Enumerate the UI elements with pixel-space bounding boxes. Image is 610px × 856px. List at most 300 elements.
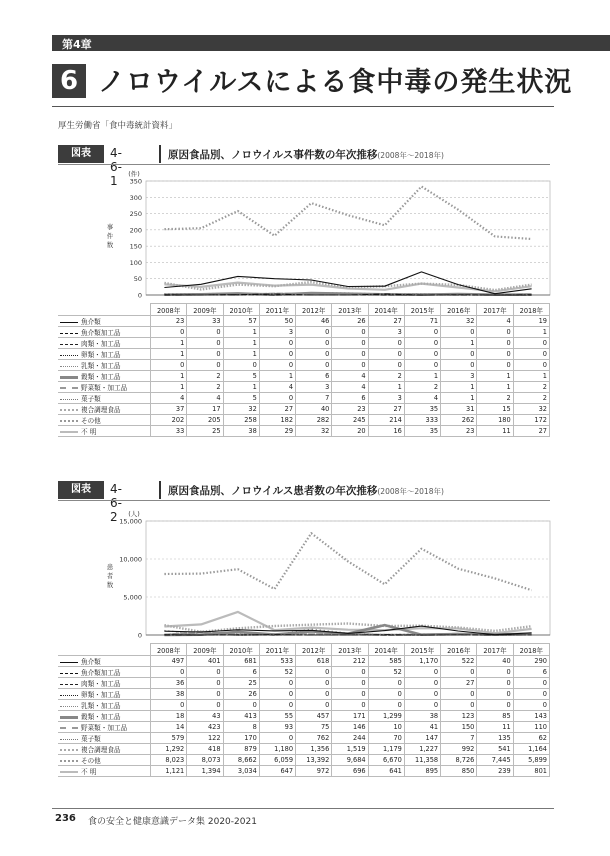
series-label <box>58 393 151 404</box>
table-cell: 0 <box>151 700 187 711</box>
figure-1-tag: 図表 <box>58 145 104 163</box>
table-cell: 40 <box>477 656 513 667</box>
table-cell: 2 <box>187 382 223 393</box>
figure-1-rule <box>58 164 550 165</box>
series-name: 乳類・加工品 <box>81 362 121 370</box>
table-row <box>58 711 550 722</box>
year-header-cell: 2013年 <box>332 304 368 316</box>
series-name: 不 明 <box>81 768 97 776</box>
table-cell: 895 <box>404 766 440 777</box>
table-cell: 1,180 <box>259 744 295 755</box>
table-cell: 457 <box>296 711 332 722</box>
table-cell: 0 <box>332 700 368 711</box>
table-cell: 1,299 <box>368 711 404 722</box>
table-cell: 239 <box>477 766 513 777</box>
chapter-label: 第4章 <box>62 38 92 51</box>
year-header-cell: 2008年 <box>151 304 187 316</box>
table-cell: 85 <box>477 711 513 722</box>
table-cell: 1 <box>477 382 513 393</box>
table-cell: 1 <box>513 327 549 338</box>
figure-2-tag: 図表 <box>58 481 104 499</box>
table-cell: 0 <box>296 360 332 371</box>
series-label <box>58 338 151 349</box>
table-cell: 0 <box>441 689 477 700</box>
table-cell: 31 <box>441 404 477 415</box>
table-row <box>58 327 550 338</box>
table-cell: 46 <box>296 316 332 327</box>
year-header-cell: 2009年 <box>187 304 223 316</box>
table-cell: 4 <box>151 393 187 404</box>
table-cell: 0 <box>187 360 223 371</box>
table-cell: 32 <box>223 404 259 415</box>
table-cell: 0 <box>404 327 440 338</box>
table-cell: 0 <box>296 667 332 678</box>
y-tick-label: 350 <box>129 177 142 186</box>
series-label <box>58 733 151 744</box>
table-cell: 0 <box>296 327 332 338</box>
y-unit-label: (件) <box>128 170 140 178</box>
legend-swatch <box>60 366 78 367</box>
series-name: 穀類・加工品 <box>81 373 121 381</box>
table-cell: 1 <box>151 338 187 349</box>
table-cell: 3 <box>441 371 477 382</box>
series-name: 卵類・加工品 <box>81 351 121 359</box>
table-cell: 62 <box>513 733 549 744</box>
table-cell: 7,445 <box>477 755 513 766</box>
y-tick-label: 15,000 <box>119 517 142 526</box>
table-cell: 38 <box>151 689 187 700</box>
table-cell: 762 <box>296 733 332 744</box>
table-cell: 0 <box>368 338 404 349</box>
table-cell: 23 <box>332 404 368 415</box>
table-cell: 10 <box>368 722 404 733</box>
figure-1-subtitle: (2008年～2018年) <box>377 151 444 160</box>
table-cell: 4 <box>259 382 295 393</box>
table-cell: 1,292 <box>151 744 187 755</box>
table-cell: 6 <box>513 667 549 678</box>
table-cell: 33 <box>151 426 187 437</box>
table-cell: 1,394 <box>187 766 223 777</box>
series-label <box>58 667 151 678</box>
table-cell: 0 <box>223 360 259 371</box>
series-name: 乳類・加工品 <box>81 702 121 710</box>
series-name: 魚介類 <box>81 318 101 326</box>
table-cell: 0 <box>296 678 332 689</box>
table-row <box>58 689 550 700</box>
table-cell: 6,059 <box>259 755 295 766</box>
table-cell: 52 <box>368 667 404 678</box>
y-axis-label-char: 者 <box>106 572 114 580</box>
table-cell: 0 <box>513 360 549 371</box>
table-corner <box>58 644 151 656</box>
table-cell: 27 <box>441 678 477 689</box>
series-label <box>58 656 151 667</box>
series-name: 魚介類 <box>81 658 101 666</box>
table-cell: 0 <box>151 360 187 371</box>
table-cell: 850 <box>441 766 477 777</box>
y-axis-label-char: 事 <box>106 223 114 231</box>
section-number: 6 <box>52 64 86 98</box>
table-cell: 0 <box>259 678 295 689</box>
legend-swatch <box>60 355 78 356</box>
legend-swatch <box>60 431 78 433</box>
table-cell: 13,392 <box>296 755 332 766</box>
series-label <box>58 349 151 360</box>
table-cell: 4 <box>332 371 368 382</box>
year-header-cell: 2011年 <box>259 304 295 316</box>
series-label <box>58 404 151 415</box>
table-row <box>58 722 550 733</box>
series-name: 野菜類・加工品 <box>81 724 128 732</box>
legend-swatch <box>60 420 78 422</box>
table-cell: 135 <box>477 733 513 744</box>
table-cell: 0 <box>296 689 332 700</box>
table-cell: 0 <box>368 700 404 711</box>
table-cell: 0 <box>332 667 368 678</box>
y-tick-label: 300 <box>129 193 142 202</box>
y-axis-label-char: 数 <box>106 581 114 589</box>
table-cell: 1,519 <box>332 744 368 755</box>
year-header-cell: 2010年 <box>223 644 259 656</box>
table-row <box>58 338 550 349</box>
y-tick-label: 5,000 <box>123 593 142 602</box>
table-cell: 0 <box>441 349 477 360</box>
table-row <box>58 371 550 382</box>
table-cell: 0 <box>332 349 368 360</box>
table-cell: 0 <box>259 689 295 700</box>
y-axis-label-char: 患 <box>106 563 114 571</box>
table-cell: 37 <box>151 404 187 415</box>
table-cell: 71 <box>404 316 440 327</box>
table-cell: 0 <box>259 733 295 744</box>
figure-2-title <box>168 483 444 498</box>
page-number: 236 <box>55 813 76 824</box>
table-cell: 0 <box>477 338 513 349</box>
table-cell: 0 <box>187 689 223 700</box>
table-cell: 1,170 <box>404 656 440 667</box>
table-cell: 244 <box>332 733 368 744</box>
year-header-cell: 2018年 <box>513 304 549 316</box>
table-row <box>58 678 550 689</box>
table-incidents <box>58 303 550 437</box>
table-cell: 992 <box>441 744 477 755</box>
table-cell: 0 <box>513 689 549 700</box>
year-header-cell: 2011年 <box>259 644 295 656</box>
table-cell: 0 <box>223 700 259 711</box>
legend-swatch <box>60 684 78 685</box>
page-title: ノロウイルスによる食中毒の発生状況 <box>98 67 573 98</box>
plot-frame <box>146 181 550 295</box>
table-cell: 0 <box>259 360 295 371</box>
table-cell: 41 <box>404 722 440 733</box>
year-header-cell: 2017年 <box>477 304 513 316</box>
table-cell: 641 <box>368 766 404 777</box>
table-cell: 3,034 <box>223 766 259 777</box>
table-cell: 20 <box>332 426 368 437</box>
table-cell: 3 <box>296 382 332 393</box>
y-tick-label: 250 <box>129 210 142 219</box>
table-cell: 1,179 <box>368 744 404 755</box>
series-label <box>58 371 151 382</box>
table-row <box>58 316 550 327</box>
table-cell: 3 <box>368 393 404 404</box>
figure-2-rule <box>58 500 550 501</box>
legend-swatch <box>60 333 78 334</box>
table-cell: 33 <box>187 316 223 327</box>
footer-title: 食の安全と健康意識データ集 2020-2021 <box>88 817 257 827</box>
table-cell: 0 <box>187 700 223 711</box>
series-name: 野菜類・加工品 <box>81 384 128 392</box>
table-cell: 0 <box>296 349 332 360</box>
table-cell: 35 <box>404 426 440 437</box>
table-cell: 0 <box>477 700 513 711</box>
legend-swatch <box>60 662 78 663</box>
table-cell: 2 <box>404 382 440 393</box>
table-cell: 146 <box>332 722 368 733</box>
table-cell: 150 <box>441 722 477 733</box>
table-cell: 17 <box>187 404 223 415</box>
table-cell: 23 <box>441 426 477 437</box>
series-name: 複合調理食品 <box>81 406 121 414</box>
series-name: その他 <box>81 417 101 425</box>
y-tick-label: 50 <box>133 275 142 284</box>
table-cell: 1 <box>368 382 404 393</box>
year-header-cell: 2015年 <box>404 644 440 656</box>
table-cell: 0 <box>368 678 404 689</box>
table-cell: 1 <box>223 338 259 349</box>
table-cell: 0 <box>513 678 549 689</box>
series-name: 菓子類 <box>81 395 101 403</box>
year-header-row <box>58 304 550 316</box>
table-cell: 7 <box>441 733 477 744</box>
table-row <box>58 393 550 404</box>
series-label <box>58 755 151 766</box>
series-name: 穀類・加工品 <box>81 713 121 721</box>
y-tick-label: 10,000 <box>119 555 142 564</box>
table-cell: 180 <box>477 415 513 426</box>
table-cell: 0 <box>259 393 295 404</box>
table-cell: 11 <box>477 426 513 437</box>
series-label <box>58 689 151 700</box>
year-header-cell: 2012年 <box>296 304 332 316</box>
legend-swatch <box>60 727 78 729</box>
table-cell: 19 <box>513 316 549 327</box>
table-cell: 5 <box>223 371 259 382</box>
table-cell: 93 <box>259 722 295 733</box>
table-cell: 212 <box>332 656 368 667</box>
table-cell: 418 <box>187 744 223 755</box>
table-row <box>58 349 550 360</box>
table-cell: 579 <box>151 733 187 744</box>
table-cell: 110 <box>513 722 549 733</box>
table-cell: 55 <box>259 711 295 722</box>
table-cell: 0 <box>368 360 404 371</box>
table-cell: 1,356 <box>296 744 332 755</box>
series-label <box>58 678 151 689</box>
series-label <box>58 744 151 755</box>
table-cell: 52 <box>259 667 295 678</box>
table-cell: 0 <box>477 327 513 338</box>
table-cell: 8,662 <box>223 755 259 766</box>
table-cell: 16 <box>368 426 404 437</box>
table-cell: 497 <box>151 656 187 667</box>
series-label <box>58 426 151 437</box>
figure-1-separator <box>159 145 161 163</box>
table-row <box>58 360 550 371</box>
table-row <box>58 382 550 393</box>
table-row <box>58 415 550 426</box>
table-cell: 0 <box>187 338 223 349</box>
table-row <box>58 700 550 711</box>
table-cell: 57 <box>223 316 259 327</box>
table-row <box>58 733 550 744</box>
table-cell: 413 <box>223 711 259 722</box>
table-cell: 0 <box>404 360 440 371</box>
table-cell: 23 <box>151 316 187 327</box>
table-cell: 205 <box>187 415 223 426</box>
table-corner <box>58 304 151 316</box>
table-cell: 27 <box>259 404 295 415</box>
table-cell: 6 <box>296 371 332 382</box>
table-cell: 423 <box>187 722 223 733</box>
table-cell: 18 <box>151 711 187 722</box>
y-tick-label: 150 <box>129 242 142 251</box>
table-cell: 0 <box>441 667 477 678</box>
table-cell: 0 <box>187 349 223 360</box>
figure-2-subtitle: (2008年～2018年) <box>377 487 444 496</box>
year-header-cell: 2008年 <box>151 644 187 656</box>
table-cell: 290 <box>513 656 549 667</box>
table-cell: 2 <box>477 393 513 404</box>
legend-swatch <box>60 706 78 707</box>
chapter-bar <box>52 35 610 51</box>
footer-divider <box>52 808 554 809</box>
table-row <box>58 755 550 766</box>
table-cell: 15 <box>477 404 513 415</box>
series-name: 肉類・加工品 <box>81 340 121 348</box>
table-cell: 1 <box>151 349 187 360</box>
table-cell: 262 <box>441 415 477 426</box>
table-cell: 0 <box>477 678 513 689</box>
table-cell: 0 <box>151 667 187 678</box>
table-cell: 1 <box>513 371 549 382</box>
series-name: 不 明 <box>81 428 97 436</box>
table-cell: 143 <box>513 711 549 722</box>
table-cell: 401 <box>187 656 223 667</box>
table-cell: 1 <box>151 382 187 393</box>
table-cell: 38 <box>404 711 440 722</box>
table-cell: 4 <box>187 393 223 404</box>
table-cell: 2 <box>187 371 223 382</box>
table-cell: 9,684 <box>332 755 368 766</box>
source-note: 厚生労働省「食中毒統計資料」 <box>58 121 178 131</box>
table-cell: 32 <box>513 404 549 415</box>
table-cell: 214 <box>368 415 404 426</box>
series-line-その他 <box>164 533 531 590</box>
table-cell: 27 <box>513 426 549 437</box>
series-label <box>58 360 151 371</box>
table-cell: 0 <box>404 349 440 360</box>
y-axis-label-char: 数 <box>106 241 114 249</box>
table-cell: 2 <box>368 371 404 382</box>
chart-patients <box>58 506 558 644</box>
year-header-cell: 2016年 <box>441 304 477 316</box>
legend-swatch <box>60 771 78 773</box>
table-cell: 122 <box>187 733 223 744</box>
table-cell: 801 <box>513 766 549 777</box>
series-label <box>58 711 151 722</box>
series-name: 複合調理食品 <box>81 746 121 754</box>
table-cell: 6 <box>332 393 368 404</box>
table-cell: 202 <box>151 415 187 426</box>
y-tick-label: 0 <box>137 631 142 640</box>
table-cell: 43 <box>187 711 223 722</box>
table-cell: 4 <box>404 393 440 404</box>
series-name: 魚介類加工品 <box>81 329 121 337</box>
table-row <box>58 744 550 755</box>
table-cell: 0 <box>368 349 404 360</box>
table-cell: 5,899 <box>513 755 549 766</box>
legend-swatch <box>60 695 78 696</box>
series-label <box>58 382 151 393</box>
table-cell: 11 <box>477 722 513 733</box>
series-label <box>58 327 151 338</box>
table-cell: 0 <box>296 338 332 349</box>
table-cell: 7 <box>296 393 332 404</box>
legend-swatch <box>60 376 78 379</box>
table-cell: 0 <box>441 700 477 711</box>
table-cell: 0 <box>404 689 440 700</box>
year-header-cell: 2017年 <box>477 644 513 656</box>
table-patients <box>58 643 550 777</box>
y-axis-label-char: 件 <box>106 232 114 240</box>
table-cell: 25 <box>187 426 223 437</box>
figure-2-separator <box>159 481 161 499</box>
year-header-cell: 2013年 <box>332 644 368 656</box>
table-cell: 0 <box>513 338 549 349</box>
table-cell: 40 <box>296 404 332 415</box>
table-cell: 0 <box>404 678 440 689</box>
table-cell: 170 <box>223 733 259 744</box>
table-cell: 4 <box>332 382 368 393</box>
series-name: 魚介類加工品 <box>81 669 121 677</box>
series-name: 菓子類 <box>81 735 101 743</box>
table-cell: 8 <box>223 722 259 733</box>
table-cell: 258 <box>223 415 259 426</box>
table-cell: 182 <box>259 415 295 426</box>
table-cell: 0 <box>296 700 332 711</box>
figure-2-title-text: 原因食品別、ノロウイルス患者数の年次推移 <box>168 485 378 497</box>
table-cell: 0 <box>404 667 440 678</box>
table-cell: 50 <box>259 316 295 327</box>
plot-frame <box>146 521 550 635</box>
table-cell: 27 <box>368 404 404 415</box>
table-cell: 333 <box>404 415 440 426</box>
table-cell: 26 <box>332 316 368 327</box>
y-unit-label: (人) <box>128 510 140 518</box>
table-cell: 6 <box>223 667 259 678</box>
series-label <box>58 722 151 733</box>
table-cell: 3 <box>368 327 404 338</box>
table-cell: 681 <box>223 656 259 667</box>
series-label <box>58 766 151 777</box>
legend-swatch <box>60 739 78 740</box>
table-cell: 1 <box>477 371 513 382</box>
table-cell: 0 <box>332 338 368 349</box>
table-cell: 879 <box>223 744 259 755</box>
table-cell: 0 <box>259 700 295 711</box>
y-tick-label: 0 <box>137 291 142 300</box>
